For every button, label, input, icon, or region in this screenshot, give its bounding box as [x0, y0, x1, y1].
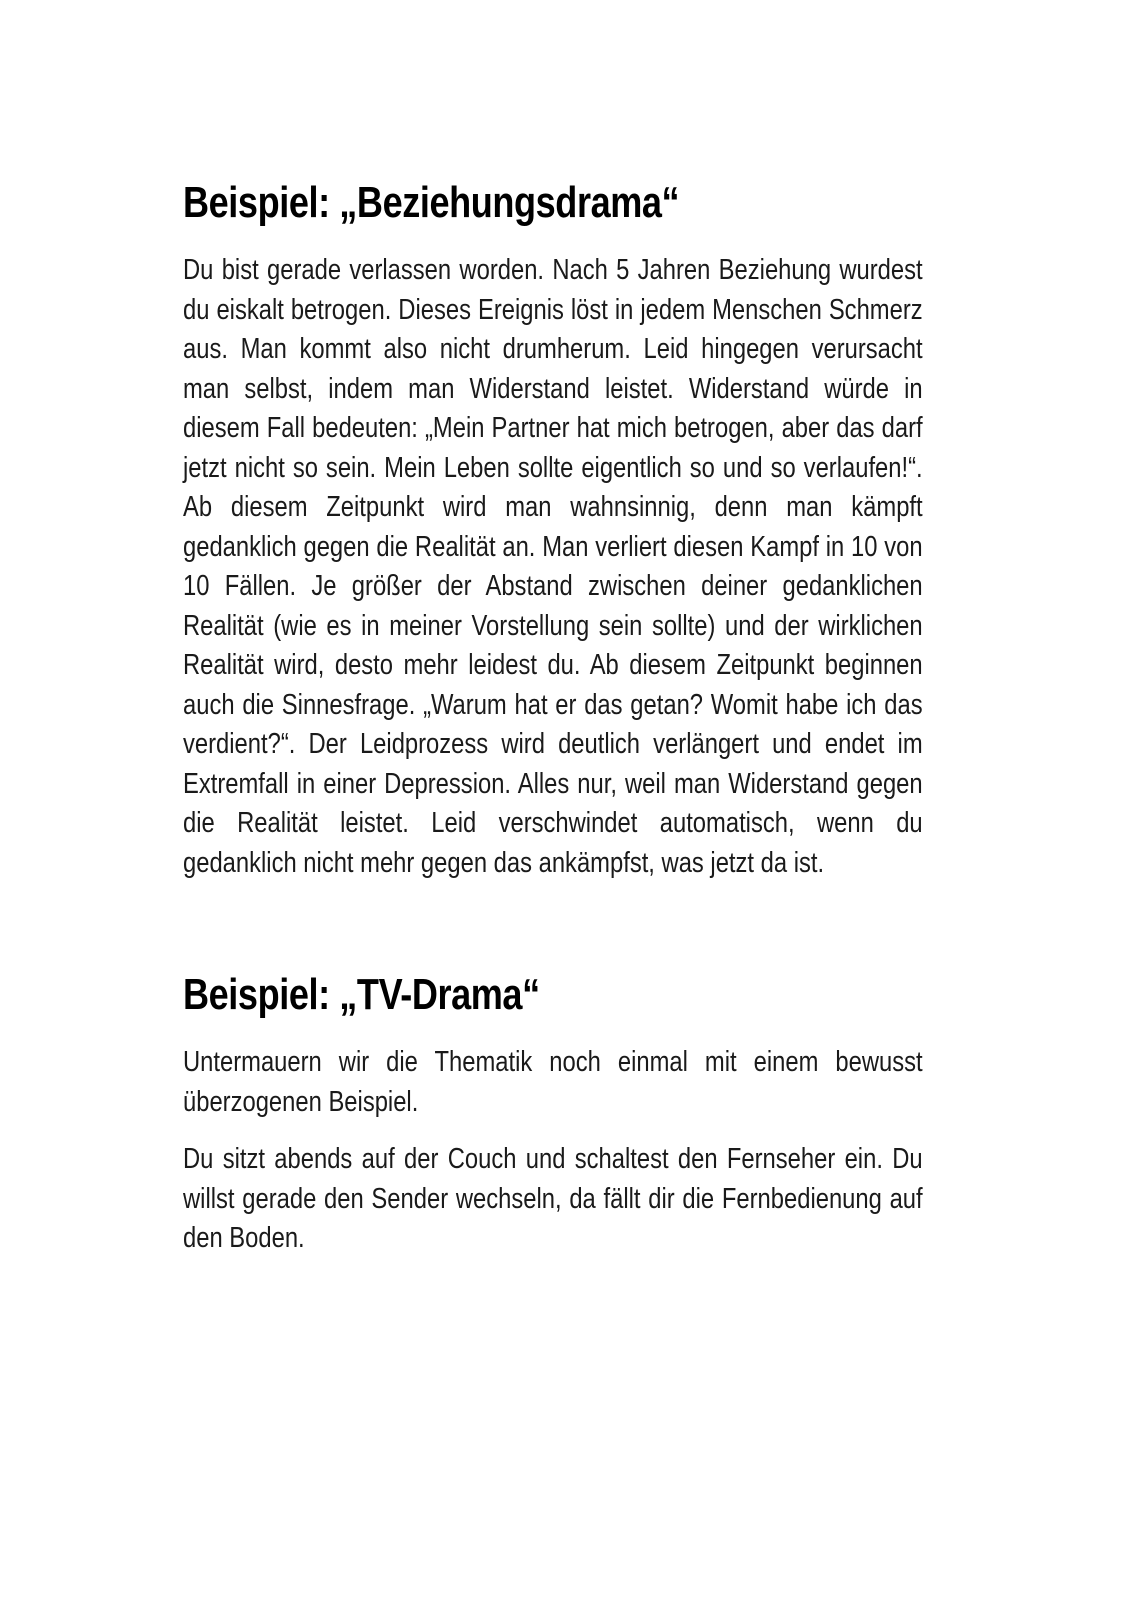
paragraph-tv-drama-scene: Du sitzt abends auf der Couch und schaltest den Fernseher ein. Du willst gerade den Sender wechseln, da fällt dir die Fernbedienung auf den Boden. [183, 1143, 923, 1254]
paragraph-tv-drama-intro: Untermauern wir die Thematik noch einmal mit einem bewusst überzogenen Beispiel. [183, 1046, 923, 1118]
page-text-block [183, 175, 923, 1277]
paragraph-beziehungsdrama: Du bist gerade verlassen worden. Nach 5 Jahren Beziehung wurdest du eiskalt betrogen. Dieses Ereignis löst in jedem Menschen Schmerz aus. Man kommt also nicht drumherum. Leid hingegen verursacht man selbst, indem man Widerstand leistet. Widerstand würde in diesem Fall bedeuten: „Mein Partner hat mich betrogen, aber das darf jetzt nicht so sein. Mein Leben sollte eigentlich so und so verlaufen!“. Ab diesem Zeitpunkt wird man wahnsinnig, denn man kämpft gedanklich gegen die Realität an. Man verliert diesen Kampf in 10 von 10 Fällen. Je größer der Abstand zwischen deiner gedanklichen Realität (wie es in meiner Vorstellung sein sollte) und der wirklichen Realität wird, desto mehr leidest du. Ab diesem Zeitpunkt beginnen auch die Sinnesfrage. „Warum hat er das getan? Womit habe ich das verdient?“. Der Leidprozess wird deutlich verlängert und endet im Extremfall in einer Depression. Alles nur, weil man Widerstand gegen die Realität leistet. Leid verschwindet automatisch, wenn du gedanklich nicht mehr gegen das ankämpfst, was jetzt da ist. [183, 254, 923, 879]
heading-tv-drama: Beispiel: „TV-Drama“ [183, 970, 540, 1019]
heading-beziehungsdrama: Beispiel: „Beziehungsdrama“ [183, 178, 680, 227]
